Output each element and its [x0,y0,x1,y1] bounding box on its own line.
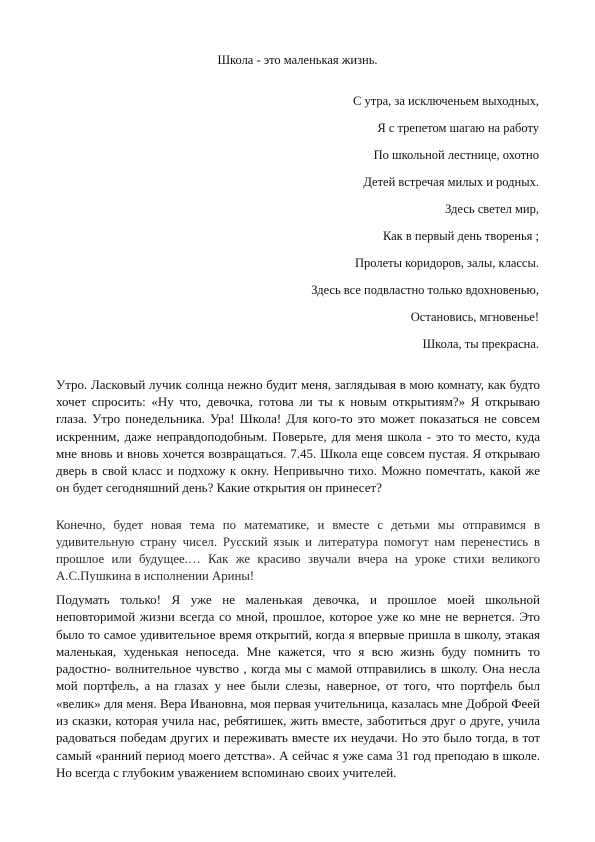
poem [311,88,539,358]
poem-line: Как в первый день творенья ; [382,229,539,243]
poem-line: Детей встречая милых и родных. [363,175,539,189]
paragraph-lessons: Конечно, будет новая тема по математике, и вместе с детьми мы отправимся в удивительную страну чисел. Русский язык и литература помогут нам перенестись в прошлое или будущее.… Как же красиво звучали вчера на уроке стихи великого А.С.Пушкина в исполнении Арины! [56,517,540,584]
paragraph-morning: Утро. Ласковый лучик солнца нежно будит меня, заглядывая в мою комнату, как будто хочет спросить: «Ну что, девочка, готова ли ты к новым открытиям?» Я открываю глаза. Утро понедельника. Ура! Школа! Для кого-то это может показаться не совсем искренним, даже неправдоподобным. Поверьте, для меня школа - это то место, куда мне вновь и вновь хочется возвращаться. 7.45. Школа еще совсем пустая. Я открываю дверь в свой класс и подхожу к окну. Непривычно тихо. Можно помечтать, какой же он будет сегодняшний день? Какие открытия он принесет? [56,377,540,496]
poem-line: С утра, за исключеньем выходных, [353,94,539,108]
poem-line: Я с трепетом шагаю на работу [377,121,539,135]
poem-line: По школьной лестнице, охотно [373,148,539,162]
poem-line: Здесь все подвластно только вдохновенью, [311,283,539,297]
poem-line: Школа, ты прекрасна. [422,337,539,351]
poem-line: Пролеты коридоров, залы, классы. [355,256,539,270]
document-title: Школа - это маленькая жизнь. [217,53,378,67]
poem-line: Остановись, мгновенье! [410,310,539,324]
paragraph-memories: Подумать только! Я уже не маленькая девочка, и прошлое моей школьной неповторимой жизни всегда со мной, прошлое, которое уже ко мне не вернется. Это было то самое удивительное время открытий, когда я впервые пришла в школу, этакая маленькая, худенькая непоседа. Мне кажется, что я всю жизнь буду помнить то радостно- волнительное чувство , когда мы с мамой отправились в школу. Она несла мой портфель, а на глазах у нее были слезы, наверное, от того, что портфель был «велик» для меня. Вера Ивановна, моя первая учительница, казалась мне Доброй Феей из сказки, которая учила нас, ребятишек, жить вместе, заботиться друг о друге, учила радоваться победам других и переживать вместе их неудачи. Но это было тогда, в тот самый «ранний период моего детства». А сейчас я уже сама 31 год преподаю в школе. Но всегда с глубоким уважением вспоминаю своих учителей. [56,592,540,780]
poem-line: Здесь светел мир, [445,202,539,216]
